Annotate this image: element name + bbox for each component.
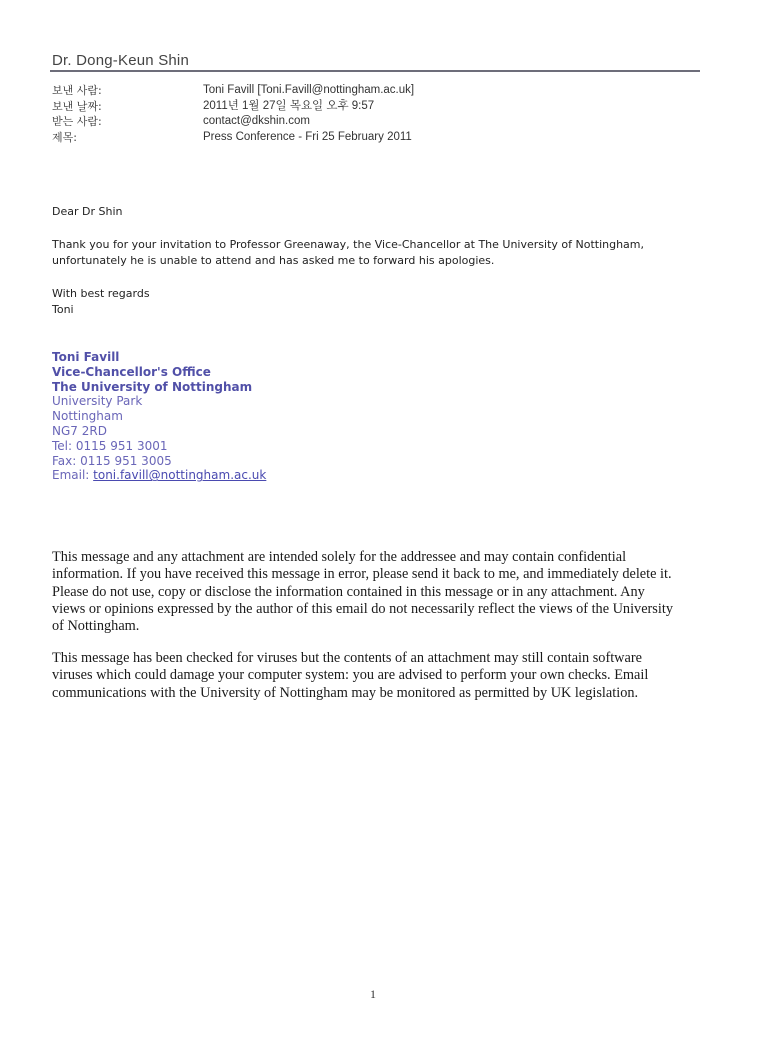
disclaimer-1-line: Please do not use, copy or disclose the information contained in this message or in any attachment. Any: [52, 583, 645, 600]
meta-row-subject: [52, 130, 414, 146]
disclaimer-1-line: This message and any attachment are intended solely for the addressee and may contain confidential: [52, 549, 627, 565]
disclaimer-1-line: of Nottingham.: [52, 618, 140, 635]
signature-name: Toni Favill: [52, 350, 120, 364]
signature-office: Vice-Chancellor's Office: [52, 364, 211, 379]
disclaimer-2-line: communications with the University of Nottingham may be monitored as permitted by UK legislation.: [52, 684, 639, 701]
signature-email-label: Email:: [52, 468, 94, 483]
closing: [52, 286, 150, 318]
meta-value-subject: Press Conference - Fri 25 February 2011: [203, 130, 412, 143]
meta-row-to: [52, 114, 414, 130]
disclaimer-1-line: views or opinions expressed by the author of this email do not necessarily reflect the views of the University: [52, 600, 673, 617]
meta-value-from: Toni Favill [Toni.Favill@nottingham.ac.uk]: [203, 84, 415, 96]
meta-label-subject: 제목:: [52, 130, 77, 144]
meta-row-sent: [52, 99, 414, 115]
disclaimer-paragraph-2: [52, 650, 692, 702]
signature-address1: University Park: [52, 394, 143, 409]
header-divider: [50, 70, 700, 72]
meta-row-from: [52, 83, 414, 99]
meta-value-to: contact@dkshin.com: [203, 115, 310, 127]
disclaimer-2-line: This message has been checked for viruses but the contents of an attachment may still contain software: [52, 650, 642, 666]
signature-postcode: NG7 2RD: [52, 423, 107, 438]
signature-email-link[interactable]: toni.favill@nottingham.ac.uk: [93, 468, 267, 483]
signature-fax: Fax: 0115 951 3005: [52, 453, 172, 468]
signature-university: The University of Nottingham: [52, 379, 253, 394]
closing-sender: Toni: [52, 303, 74, 316]
message-paragraph: [52, 237, 692, 269]
disclaimer-paragraph-1: [52, 549, 692, 635]
disclaimer-1-line: information. If you have received this message in error, please send it back to me, and immediately delete it.: [52, 566, 672, 583]
message-line-2: unfortunately he is unable to attend and has asked me to forward his apologies.: [52, 254, 495, 267]
signature-tel: Tel: 0115 951 3001: [52, 438, 168, 453]
disclaimer-2-line: viruses which could damage your computer system: you are advised to perform your own checks. Email: [52, 667, 649, 684]
meta-value-sent: 2011년 1월 27일 목요일 오후 9:57: [203, 99, 375, 112]
greeting: Dear Dr Shin: [52, 205, 123, 218]
closing-regards: With best regards: [52, 287, 150, 300]
email-meta: [52, 83, 414, 145]
signature-block: [52, 350, 266, 483]
meta-label-from: 보낸 사람:: [52, 84, 102, 97]
signature-email-line: [52, 468, 266, 483]
signature-address2: Nottingham: [52, 409, 123, 424]
document-header-name: Dr. Dong-Keun Shin: [52, 52, 190, 69]
page-number: 1: [370, 987, 376, 1001]
message-line-1: Thank you for your invitation to Professor Greenaway, the Vice-Chancellor at The University of Nottingham,: [52, 238, 645, 251]
meta-label-sent: 보낸 날짜:: [52, 99, 102, 113]
meta-label-to: 받는 사람:: [52, 115, 102, 128]
